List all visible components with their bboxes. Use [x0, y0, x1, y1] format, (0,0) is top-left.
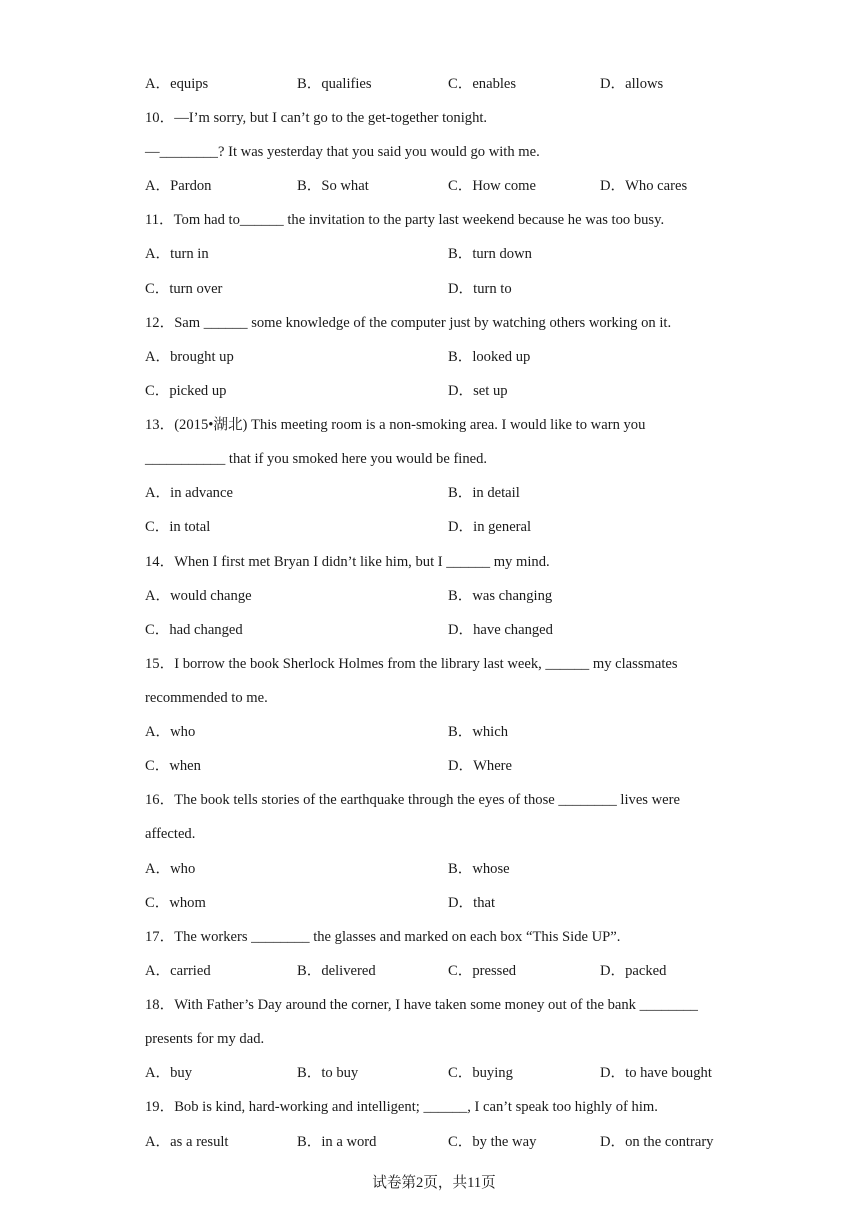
q10-option-d: D．Who cares: [600, 178, 688, 194]
q15-option-d: D．Where: [448, 758, 513, 774]
q13-option-b: B．in detail: [448, 485, 520, 501]
q16-stem-line2: affected.: [145, 826, 196, 842]
q10-option-b: B．So what: [297, 178, 369, 194]
q12-option-b: B．looked up: [448, 349, 531, 365]
q14-option-c: C．had changed: [145, 622, 243, 638]
q10-stem-line2: —________? It was yesterday that you said you would go with me.: [145, 144, 540, 160]
q16-option-c: C．whom: [145, 895, 206, 911]
q11-stem: 11．Tom had to______ the invitation to the party last weekend because he was too busy.: [145, 212, 665, 228]
page-footer: 试卷第2页，共11页: [372, 1175, 496, 1191]
q15-stem-line2: recommended to me.: [145, 690, 268, 706]
q14-option-b: B．was changing: [448, 588, 553, 604]
q16-stem-line1: 16．The book tells stories of the earthquake through the eyes of those ________ lives were: [145, 792, 680, 808]
q15-option-c: C．when: [145, 758, 201, 774]
q19-option-a: A．as a result: [145, 1134, 229, 1150]
q11-option-b: B．turn down: [448, 246, 532, 262]
q10-option-c: C．How come: [448, 178, 536, 194]
q13-option-c: C．in total: [145, 519, 211, 535]
q11-option-d: D．turn to: [448, 281, 512, 297]
q19-option-d: D．on the contrary: [600, 1134, 714, 1150]
q19-option-c: C．by the way: [448, 1134, 537, 1150]
q12-option-a: A．brought up: [145, 349, 234, 365]
q18-stem-line1: 18．With Father’s Day around the corner, I have taken some money out of the bank ________: [145, 997, 698, 1013]
q17-option-a: A．carried: [145, 963, 211, 979]
q15-option-a: A．who: [145, 724, 196, 740]
q16-option-b: B．whose: [448, 861, 510, 877]
q10-option-a: A．Pardon: [145, 178, 212, 194]
q17-option-c: C．pressed: [448, 963, 517, 979]
q16-option-d: D．that: [448, 895, 496, 911]
q15-option-b: B．which: [448, 724, 508, 740]
q18-option-c: C．buying: [448, 1065, 513, 1081]
q12-option-c: C．picked up: [145, 383, 227, 399]
q19-stem: 19．Bob is kind, hard-working and intelligent; ______, I can’t speak too highly of him.: [145, 1099, 658, 1115]
q9-option-d: D．allows: [600, 76, 664, 92]
q9-option-a: A．equips: [145, 76, 209, 92]
q13-option-a: A．in advance: [145, 485, 233, 501]
q10-stem-line1: 10．—I’m sorry, but I can’t go to the get-together tonight.: [145, 110, 488, 126]
q19-option-b: B．in a word: [297, 1134, 377, 1150]
q14-option-a: A．would change: [145, 588, 252, 604]
q18-option-a: A．buy: [145, 1065, 193, 1081]
q9-option-c: C．enables: [448, 76, 517, 92]
q12-option-d: D．set up: [448, 383, 508, 399]
q13-option-d: D．in general: [448, 519, 532, 535]
q13-stem-line2: ___________ that if you smoked here you would be fined.: [145, 451, 488, 467]
q17-option-d: D．packed: [600, 963, 667, 979]
q12-stem: 12．Sam ______ some knowledge of the computer just by watching others working on it.: [145, 315, 672, 331]
q18-stem-line2: presents for my dad.: [145, 1031, 265, 1047]
q14-option-d: D．have changed: [448, 622, 553, 638]
q16-option-a: A．who: [145, 861, 196, 877]
q13-stem-line1: 13．(2015•湖北) This meeting room is a non-smoking area. I would like to warn you: [145, 417, 646, 433]
q15-stem-line1: 15．I borrow the book Sherlock Holmes from the library last week, ______ my classmates: [145, 656, 678, 672]
q18-option-d: D．to have bought: [600, 1065, 712, 1081]
q11-option-c: C．turn over: [145, 281, 223, 297]
q17-stem: 17．The workers ________ the glasses and marked on each box “This Side UP”.: [145, 929, 621, 945]
q9-option-b: B．qualifies: [297, 76, 372, 92]
q11-option-a: A．turn in: [145, 246, 209, 262]
q18-option-b: B．to buy: [297, 1065, 359, 1081]
q14-stem: 14．When I first met Bryan I didn’t like him, but I ______ my mind.: [145, 554, 550, 570]
q17-option-b: B．delivered: [297, 963, 376, 979]
